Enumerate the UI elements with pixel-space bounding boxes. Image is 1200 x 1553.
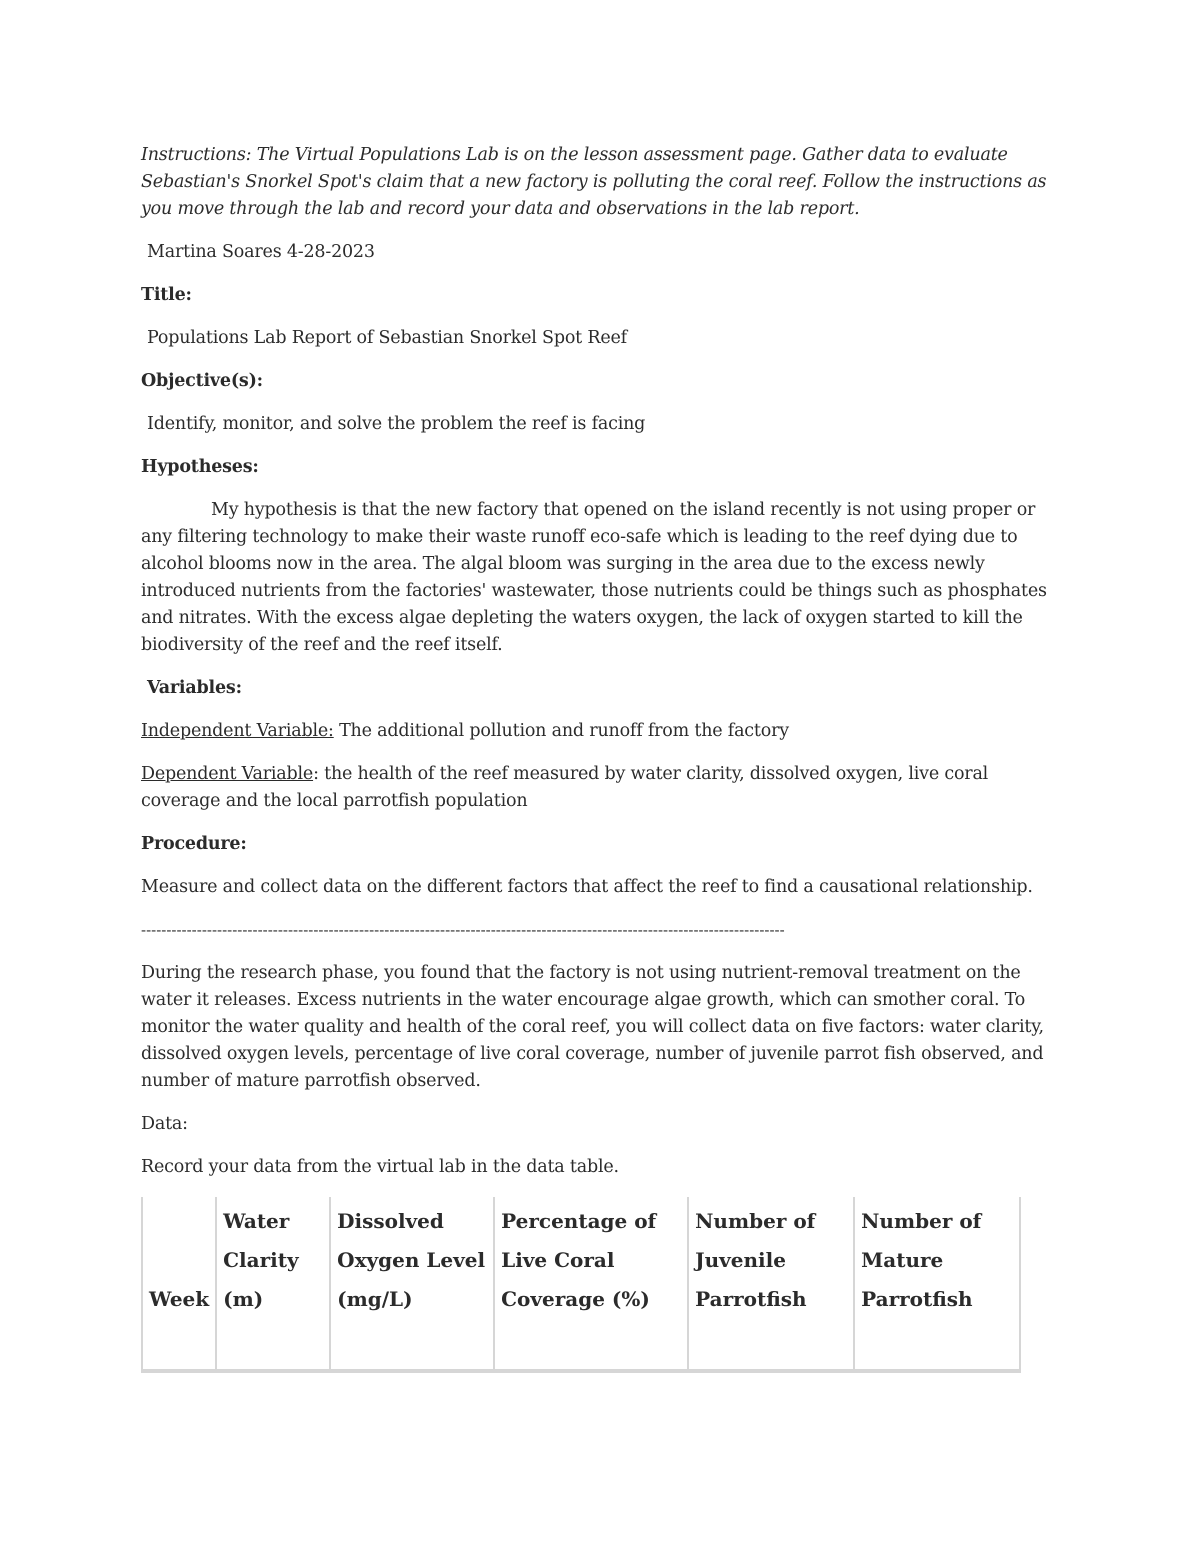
table-header-dissolved-oxygen: Dissolved Oxygen Level (mg/L) [331, 1197, 495, 1369]
hypotheses-text: My hypothesis is that the new factory that opened on the island recently is not using proper or any filtering technology to make their waste runoff eco-safe which is leading to the reef dying due to alcohol blooms now in the area. The algal bloom was surging in the area due to the excess newly introduced nutrients from the factories' wastewater, those nutrients could be things such as phosphates and nitrates. With the excess algae depleting the waters oxygen, the lack of oxygen started to kill the biodiversity of the reef and the reef itself. [141, 500, 1047, 655]
dependent-variable-text: : the health of the reef measured by water clarity, dissolved oxygen, live coral coverage and the local parrotfish population [141, 764, 989, 811]
data-label: Data: [141, 1114, 188, 1134]
table-header-juvenile-parrotfish: Number of Juvenile Parrotfish [689, 1197, 855, 1369]
procedure-text: Measure and collect data on the different factors that affect the reef to find a causational relationship. [141, 877, 1033, 897]
table-header-mature-parrotfish: Number of Mature Parrotfish [861, 1209, 982, 1311]
independent-variable-label: Independent Variable: [141, 721, 334, 741]
hypotheses-heading: Hypotheses: [141, 457, 259, 477]
title-heading: Title: [141, 285, 192, 305]
table-header-live-coral: Percentage of Live Coral Coverage (%) [495, 1197, 689, 1369]
independent-variable-text: The additional pollution and runoff from the factory [333, 721, 789, 741]
dependent-variable [141, 761, 1061, 815]
separator-line: ------------------------------------------------------------------------------------------------------------------------------- [141, 921, 785, 939]
data-table [141, 1197, 1021, 1373]
author-line: Martina Soares 4-28-2023 [147, 242, 375, 262]
procedure-heading: Procedure: [141, 834, 247, 854]
dependent-variable-label: Dependent Variable [141, 764, 314, 784]
variables-heading: Variables: [147, 678, 242, 698]
instructions-text: Instructions: The Virtual Populations Lab is on the lesson assessment page. Gather data to evaluate Sebastian's Snorkel Spot's claim that a new factory is polluting the coral reef. Follow the instructions as you move through the lab and record your data and observations in the lab report. [141, 145, 1047, 219]
table-header-row [143, 1197, 1019, 1369]
objective-text: Identify, monitor, and solve the problem the reef is facing [147, 414, 646, 434]
objective-heading: Objective(s): [141, 371, 263, 391]
title-text: Populations Lab Report of Sebastian Snorkel Spot Reef [147, 328, 627, 348]
table-header-water-clarity: Water Clarity (m) [217, 1197, 331, 1369]
research-text: During the research phase, you found that the factory is not using nutrient-removal treatment on the water it releases. Excess nutrients in the water encourage algae growth, which can smother coral. To monitor the water quality and health of the coral reef, you will collect data on five factors: water clarity, dissolved oxygen levels, percentage of live coral coverage, number of juvenile parrot fish observed, and number of mature parrotfish observed. [141, 963, 1044, 1091]
table-header-week: Week [143, 1197, 217, 1369]
record-instructions: Record your data from the virtual lab in the data table. [141, 1157, 619, 1177]
independent-variable [141, 718, 1061, 745]
document-page [141, 142, 1061, 1373]
